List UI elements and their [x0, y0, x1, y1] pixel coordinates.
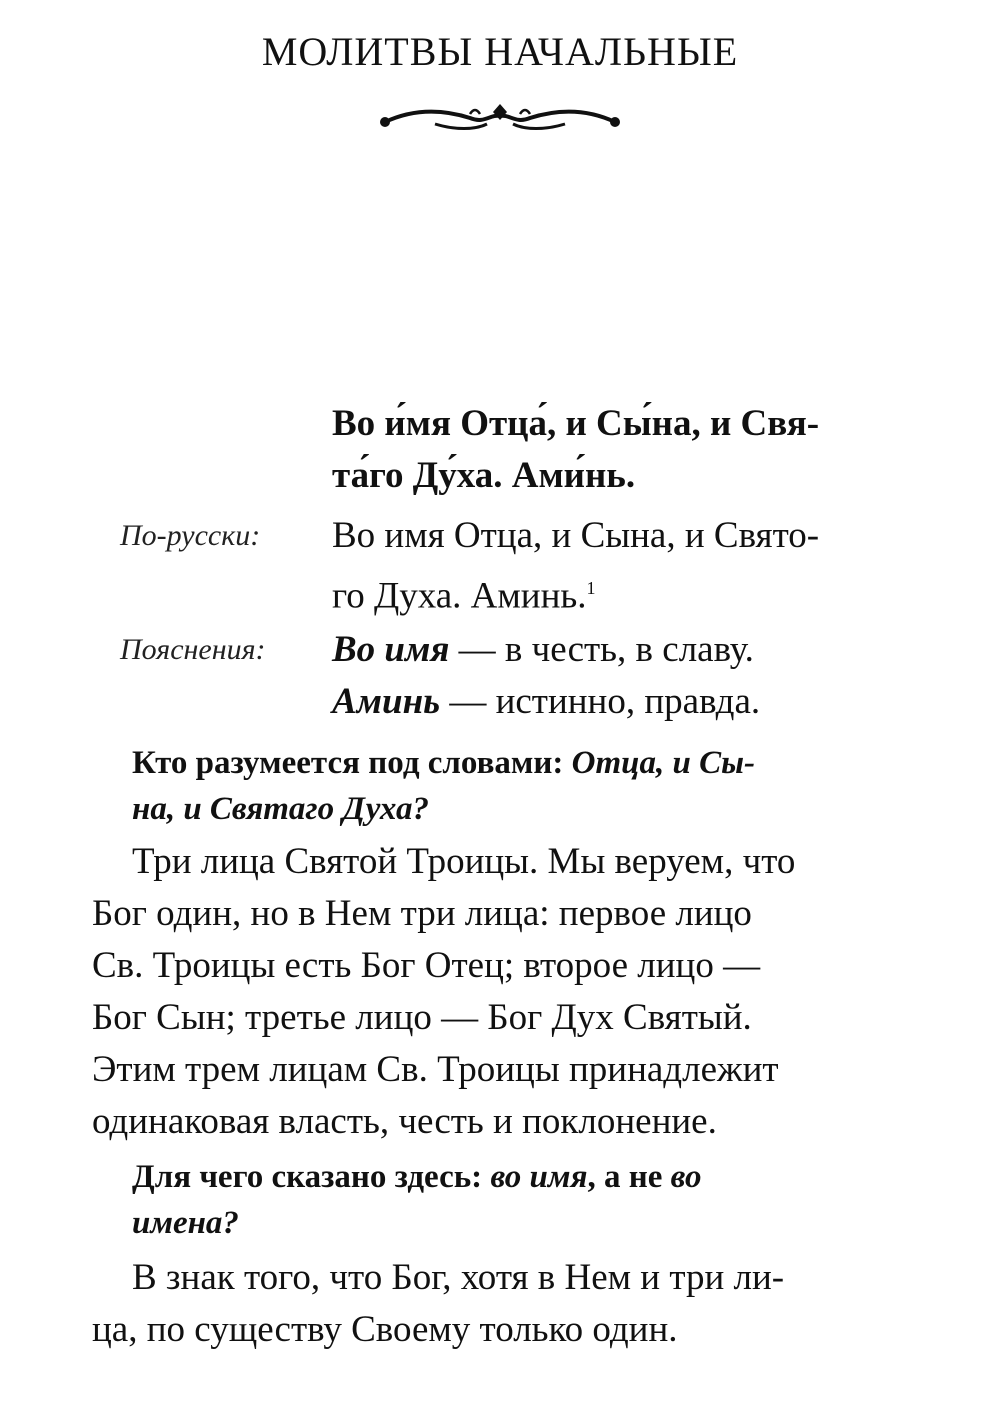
- definition-amin: — истинно, правда.: [440, 681, 761, 722]
- answer-1-line: Бог один, но в Нем три лица: первое лицо: [92, 893, 752, 934]
- question-1-emphasis-b: на, и Святаго Духа?: [132, 791, 429, 827]
- prayer-line-2: та́го Ду́ха. Ами́нь.: [332, 455, 636, 496]
- question-2-emphasis-b: во: [670, 1159, 702, 1195]
- page-title: МОЛИТВЫ НАЧАЛЬНЫЕ: [261, 29, 739, 74]
- russian-text: [332, 510, 912, 622]
- prayer-line-1: Во и́мя Отца́, и Сы́на, и Свя-: [332, 403, 820, 444]
- question-2-middle: , а не: [587, 1159, 671, 1195]
- term-amin: Аминь: [332, 681, 441, 722]
- answer-2: [92, 1252, 912, 1356]
- term-vo-imya: Во имя: [332, 629, 450, 670]
- question-2-emphasis-c: имена?: [132, 1205, 239, 1241]
- prayer-text: [332, 398, 912, 502]
- answer-1-line: Св. Троицы есть Бог Отец; второе лицо —: [92, 945, 761, 986]
- question-2-emphasis-a: во имя: [490, 1159, 588, 1195]
- russian-line-2: го Духа. Аминь.: [332, 575, 587, 617]
- answer-2-line: В знак того, что Бог, хотя в Нем и три ли-: [132, 1257, 785, 1298]
- russian-line-1: Во имя Отца, и Сына, и Свято-: [332, 515, 820, 556]
- question-1: [132, 740, 912, 832]
- question-2: [132, 1154, 912, 1246]
- answer-1-line: одинаковая власть, честь и поклонение.: [92, 1101, 717, 1142]
- question-1-prefix: Кто разумеется под словами:: [132, 745, 572, 781]
- answer-1-line: Бог Сын; третье лицо — Бог Дух Святый.: [92, 997, 752, 1038]
- answer-1-line: Три лица Святой Троицы. Мы веруем, что: [132, 841, 796, 882]
- footnote-marker: 1: [586, 578, 596, 598]
- explanation-text: [332, 624, 912, 728]
- answer-1: [92, 836, 912, 1148]
- question-1-emphasis-a: Отца, и Сы-: [571, 745, 756, 781]
- definition-vo-imya: — в честь, в славу.: [449, 629, 754, 670]
- explanation-label: Пояснения:: [120, 633, 266, 666]
- russian-label: По-русски:: [120, 519, 261, 552]
- answer-1-line: Этим трем лицам Св. Троицы принадлежит: [92, 1049, 779, 1090]
- answer-2-line: ца, по существу Своему только один.: [92, 1309, 678, 1350]
- decorative-flourish-icon: [375, 100, 625, 140]
- question-2-prefix: Для чего сказано здесь:: [132, 1159, 491, 1195]
